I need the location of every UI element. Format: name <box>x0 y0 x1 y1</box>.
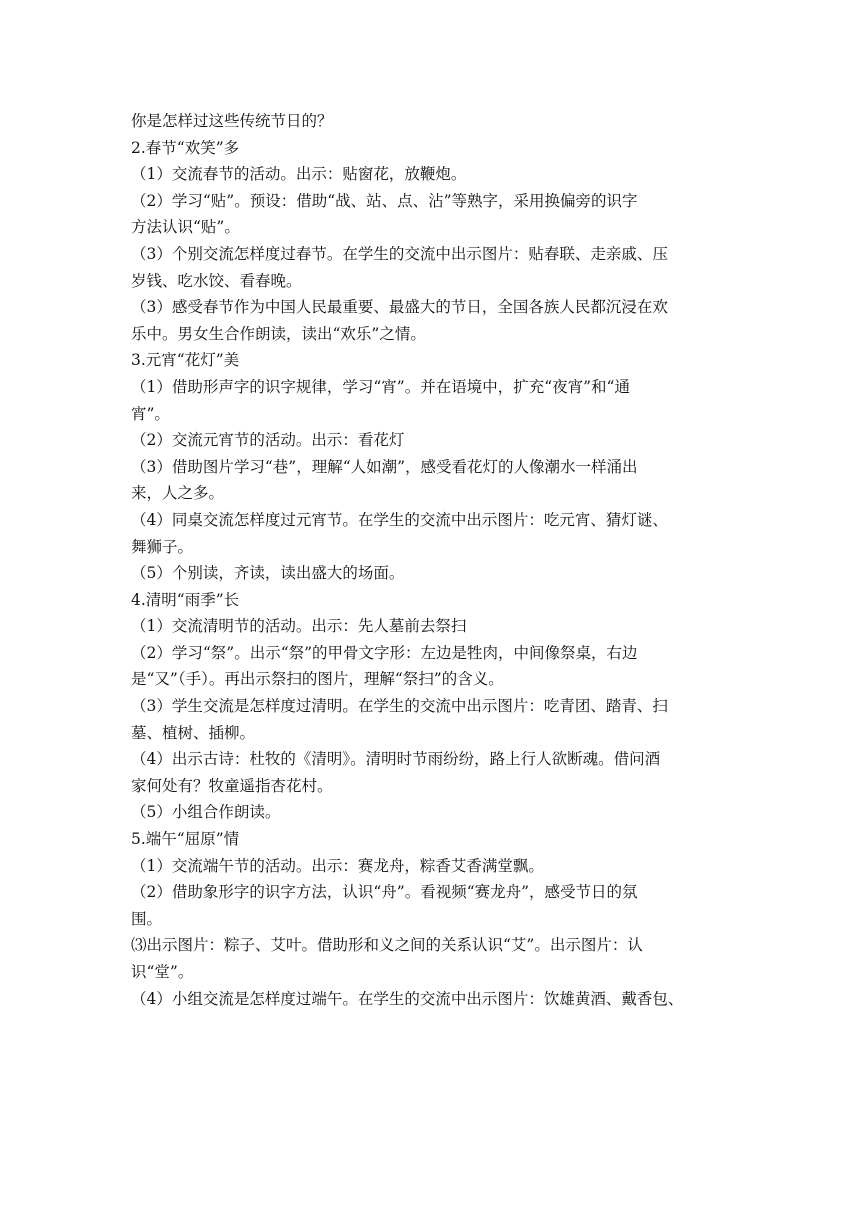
text-line: （3）感受春节作为中国人民最重要、最盛大的节日，全国各族人民都沉浸在欢 <box>131 298 668 317</box>
text-line: （1）交流清明节的活动。出示：先人墓前去祭扫 <box>131 617 467 636</box>
text-line: （1）借助形声字的识字规律，学习“宵”。并在语境中，扩充“夜宵”和“通 <box>131 377 630 396</box>
text-line: 宵”。 <box>131 404 170 423</box>
text-line: （2）学习“贴”。预设：借助“战、站、点、沾”等熟字，采用换偏旁的识字 <box>131 191 638 210</box>
text-line: 围。 <box>131 909 163 928</box>
text-line: （1）交流端午节的活动。出示：赛龙舟，粽香艾香满堂飘。 <box>131 856 544 875</box>
text-line: 识“堂”。 <box>131 963 194 981</box>
text-line: 来，人之多。 <box>131 484 225 503</box>
text-line: （4）出示古诗：杜牧的《清明》。清明时节雨纷纷，路上行人欲断魂。借问酒 <box>131 750 661 769</box>
text-line: 乐中。男女生合作朗读，读出“欢乐”之情。 <box>131 324 426 343</box>
text-line: 5.端午“屈原”情 <box>131 830 240 849</box>
text-line: 2.春节“欢笑”多 <box>131 138 240 157</box>
text-line: （1）交流春节的活动。出示：贴窗花，放鞭炮。 <box>131 165 467 184</box>
text-line: （2）借助象形字的识字方法，认识“舟”。看视频“赛龙舟”，感受节日的氛 <box>131 883 638 902</box>
text-line: 你是怎样过这些传统节日的？ <box>131 112 333 130</box>
text-line: （3）个别交流怎样度过春节。在学生的交流中出示图片：贴春联、走亲戚、压 <box>131 244 668 263</box>
text-line: 方法认识“贴”。 <box>131 218 240 237</box>
text-line: （4）小组交流是怎样度过端午。在学生的交流中出示图片：饮雄黄酒、戴香包、 <box>131 989 684 1008</box>
text-line: 墓、植树、插柳。 <box>131 723 256 742</box>
text-line: （2）交流元宵节的活动。出示：看花灯 <box>131 431 405 450</box>
text-line: （3）借助图片学习“巷”，理解“人如潮”，感受看花灯的人像潮水一样涌出 <box>131 457 638 476</box>
text-line: 是“又”（手）。再出示祭扫的图片，理解“祭扫”的含义。 <box>131 670 504 689</box>
text-line: （3）学生交流是怎样度过清明。在学生的交流中出示图片：吃青团、踏青、扫 <box>131 697 668 716</box>
text-line: （4）同桌交流怎样度过元宵节。在学生的交流中出示图片：吃元宵、猜灯谜、 <box>131 510 668 529</box>
text-line: （5）个别读，齐读，读出盛大的场面。 <box>131 564 405 583</box>
document-page <box>131 108 736 1012</box>
text-line: 舞狮子。 <box>131 537 194 556</box>
text-line: 3.元宵“花灯”美 <box>131 351 240 370</box>
text-line: 岁钱、吃水饺、看春晚。 <box>131 271 302 290</box>
text-line: （5）小组合作朗读。 <box>131 803 281 822</box>
text-line: （2）学习“祭”。出示“祭”的甲骨文字形：左边是牲肉，中间像祭桌，右边 <box>131 643 638 662</box>
text-line: ⑶出示图片：粽子、艾叶。借助形和义之间的关系认识“艾”。出示图片：认 <box>131 936 643 955</box>
text-line: 4.清明“雨季”长 <box>131 590 240 609</box>
text-line: 家何处有？牧童遥指杏花村。 <box>131 776 333 795</box>
